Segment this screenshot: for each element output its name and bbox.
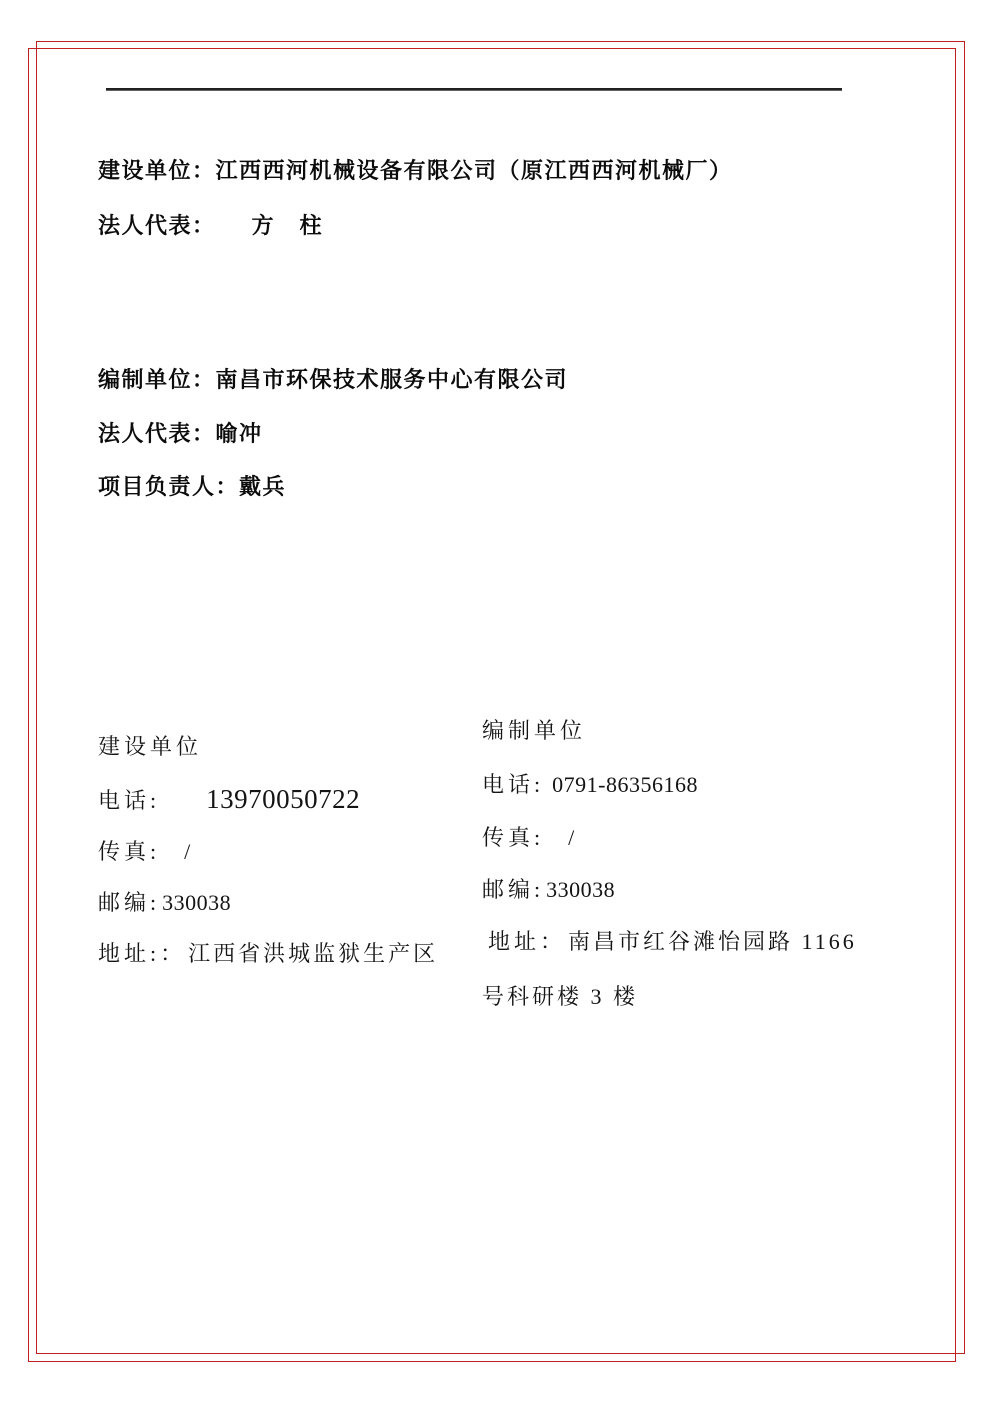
legal-rep-label: 法人代表： bbox=[98, 213, 216, 238]
compiler-zip-row bbox=[482, 875, 615, 905]
address-value-line2: 号科研楼 3 楼 bbox=[482, 984, 639, 1009]
compiler-contact-title: 编制单位 bbox=[482, 718, 587, 743]
fax-label: 传真: bbox=[98, 839, 161, 864]
compiler-address-row bbox=[488, 927, 857, 957]
construction-zip-row bbox=[98, 888, 231, 918]
construction-legal-rep-line bbox=[98, 211, 324, 241]
legal-rep-name: 方 柱 bbox=[251, 213, 324, 238]
phone-label: 电话: bbox=[98, 788, 161, 813]
address-value: 江西省洪城监狱生产区 bbox=[188, 941, 439, 966]
compiler-fax-row bbox=[482, 823, 575, 853]
address-label: 地址:： bbox=[98, 941, 187, 966]
inner-red-border bbox=[28, 48, 956, 1362]
compiler-phone-row bbox=[482, 770, 698, 800]
fax-label: 传真: bbox=[482, 825, 545, 850]
phone-label: 电话: bbox=[482, 772, 545, 797]
phone-value: 0791-86356168 bbox=[552, 772, 698, 797]
construction-fax-row bbox=[98, 837, 191, 867]
header-rule bbox=[106, 88, 842, 91]
compiler-legal-rep-line: 法人代表：喻冲 bbox=[98, 421, 263, 446]
zip-label: 邮编: bbox=[98, 890, 161, 915]
compiler-address-row-2 bbox=[482, 982, 638, 1012]
address-value: 南昌市红谷滩怡园路 1166 bbox=[568, 929, 857, 954]
construction-address-row bbox=[98, 939, 438, 969]
compiler-unit-line: 编制单位：南昌市环保技术服务中心有限公司 bbox=[98, 367, 569, 392]
project-leader-line: 项目负责人：戴兵 bbox=[98, 474, 287, 499]
zip-value: 330038 bbox=[162, 890, 232, 915]
fax-value: / bbox=[184, 839, 191, 864]
construction-unit-line: 建设单位：江西西河机械设备有限公司（原江西西河机械厂） bbox=[98, 158, 733, 183]
phone-value: 13970050722 bbox=[206, 784, 361, 814]
construction-phone-row bbox=[98, 784, 360, 816]
zip-value: 330038 bbox=[546, 877, 616, 902]
address-label: 地址： bbox=[488, 929, 567, 954]
fax-value: / bbox=[568, 825, 575, 850]
zip-label: 邮编: bbox=[482, 877, 545, 902]
construction-contact-title: 建设单位 bbox=[98, 734, 203, 759]
